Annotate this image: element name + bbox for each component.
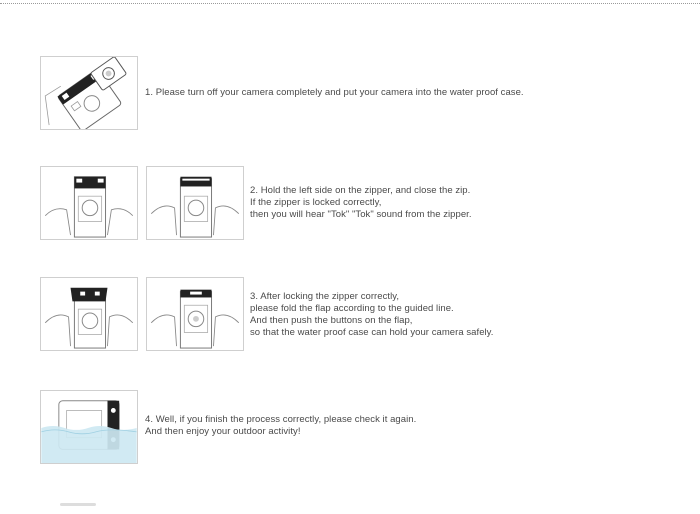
fold-flap-icon bbox=[41, 278, 137, 350]
step-3-line-4: so that the water proof case can hold your camera safely. bbox=[250, 327, 494, 338]
hold-zipper-icon bbox=[41, 167, 137, 239]
camera-into-case-icon bbox=[41, 57, 137, 129]
step-4-illustration bbox=[40, 390, 138, 464]
step-2-line-3: then you will hear "Tok" "Tok" sound from the zipper. bbox=[250, 209, 472, 220]
step-4-text bbox=[145, 414, 416, 438]
step-2-text bbox=[250, 185, 472, 221]
step-4-line-2: And then enjoy your outdoor activity! bbox=[145, 426, 301, 437]
top-dotted-rule bbox=[0, 3, 700, 4]
case-in-water-icon bbox=[41, 391, 137, 463]
push-buttons-icon bbox=[147, 278, 243, 350]
step-3-text bbox=[250, 291, 493, 339]
step-2-illustration-a bbox=[40, 166, 138, 240]
step-3-line-1: 3. After locking the zipper correctly, bbox=[250, 291, 400, 302]
close-zipper-icon bbox=[147, 167, 243, 239]
step-2-illustration-b bbox=[146, 166, 244, 240]
step-2-line-2: If the zipper is locked correctly, bbox=[250, 197, 382, 208]
step-4-line-1: 4. Well, if you finish the process correctly, please check it again. bbox=[145, 414, 417, 425]
step-1-illustration bbox=[40, 56, 138, 130]
step-3-line-2: please fold the flap according to the guided line. bbox=[250, 303, 454, 314]
step-3-illustration-b bbox=[146, 277, 244, 351]
step-2-line-1: 2. Hold the left side on the zipper, and close the zip. bbox=[250, 185, 471, 196]
step-1-text bbox=[145, 87, 524, 99]
bottom-faint-mark bbox=[60, 503, 96, 506]
step-3-line-3: And then push the buttons on the flap, bbox=[250, 315, 413, 326]
step-1-line-1: 1. Please turn off your camera completely and put your camera into the water proof case. bbox=[145, 87, 524, 98]
step-3-illustration-a bbox=[40, 277, 138, 351]
